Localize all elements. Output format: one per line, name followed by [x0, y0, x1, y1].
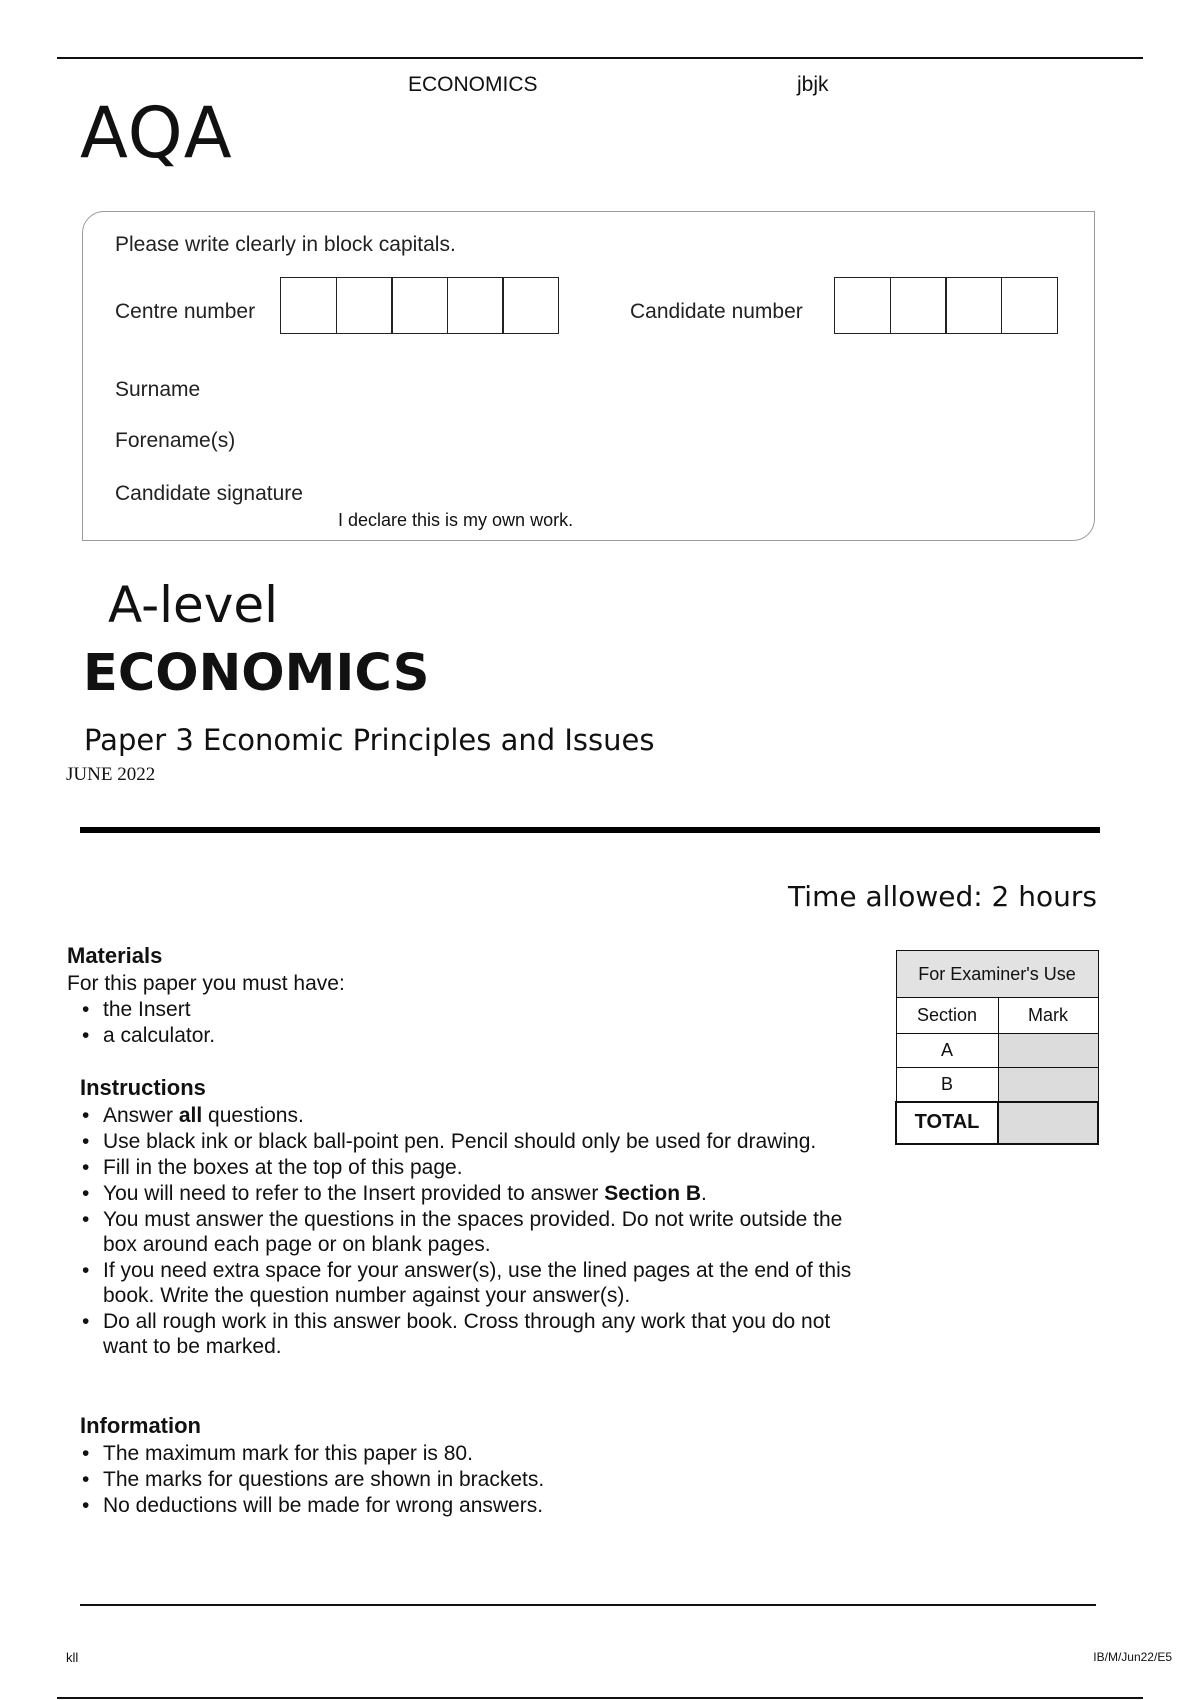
paper-title: Paper 3 Economic Principles and Issues	[84, 723, 655, 757]
list-item: • If you need extra space for your answer(s), use the lined pages at the end of this book. Write the question number against your answer(s).	[80, 1258, 870, 1308]
mark-cell	[998, 1034, 1098, 1068]
top-rule	[57, 57, 1143, 59]
list-item: • No deductions will be made for wrong answers.	[80, 1493, 870, 1518]
base-rule	[57, 1697, 1143, 1699]
information-list	[80, 1441, 870, 1518]
examiners-use-title: For Examiner's Use	[896, 951, 1098, 998]
section-label: A	[896, 1034, 998, 1068]
candidate-number-boxes[interactable]	[834, 277, 1058, 334]
surname-label: Surname	[115, 378, 201, 401]
mark-column-header: Mark	[998, 998, 1098, 1034]
materials-heading: Materials	[67, 943, 163, 968]
total-label: TOTAL	[896, 1102, 998, 1144]
total-row	[896, 1102, 1098, 1144]
centre-number-boxes[interactable]	[280, 277, 559, 334]
list-item: • Fill in the boxes at the top of this page.	[80, 1155, 870, 1180]
block-capitals-instruction: Please write clearly in block capitals.	[115, 233, 456, 256]
table-row	[896, 1068, 1098, 1102]
centre-digit-box[interactable]	[336, 277, 393, 334]
instructions-heading: Instructions	[80, 1075, 206, 1100]
centre-number-label: Centre number	[115, 300, 256, 323]
declaration-text: I declare this is my own work.	[338, 510, 574, 530]
centre-digit-box[interactable]	[447, 277, 504, 334]
list-item: • the Insert	[80, 997, 847, 1022]
bottom-rule	[80, 1604, 1096, 1606]
header-code: jbjk	[797, 73, 829, 96]
time-allowed: Time allowed: 2 hours	[788, 880, 1097, 913]
footer-left-code: kll	[66, 1650, 79, 1665]
candidate-digit-box[interactable]	[1001, 277, 1058, 334]
header-subject: ECONOMICS	[408, 73, 538, 96]
materials-intro: For this paper you must have:	[67, 972, 345, 995]
forename-label: Forename(s)	[115, 429, 236, 452]
mark-cell	[998, 1068, 1098, 1102]
exam-date: JUNE 2022	[66, 764, 156, 785]
list-item: • a calculator.	[80, 1023, 847, 1048]
subject-title: ECONOMICS	[83, 644, 430, 703]
candidate-digit-box[interactable]	[945, 277, 1002, 334]
instructions-list	[80, 1103, 870, 1359]
list-item: • Do all rough work in this answer book. Cross through any work that you do not want to be marked.	[80, 1309, 870, 1359]
centre-digit-box[interactable]	[280, 277, 337, 334]
materials-section	[67, 943, 847, 1049]
qualification-level: A-level	[108, 576, 279, 634]
candidate-number-label: Candidate number	[630, 300, 803, 323]
list-item: • Answer all questions.	[80, 1103, 870, 1128]
list-item: • Use black ink or black ball-point pen. Pencil should only be used for drawing.	[80, 1129, 870, 1154]
information-section	[80, 1413, 870, 1519]
table-row	[896, 1034, 1098, 1068]
information-heading: Information	[80, 1413, 201, 1438]
footer-reference: IB/M/Jun22/E5	[1093, 1650, 1172, 1664]
section-column-header: Section	[896, 998, 998, 1034]
list-item: • You will need to refer to the Insert provided to answer Section B.	[80, 1181, 870, 1206]
list-item: • The marks for questions are shown in brackets.	[80, 1467, 870, 1492]
examiners-use-table	[895, 950, 1099, 1145]
section-label: B	[896, 1068, 998, 1102]
candidate-digit-box[interactable]	[890, 277, 947, 334]
title-divider	[80, 827, 1100, 833]
aqa-logo: AQA	[80, 92, 233, 174]
list-item: • The maximum mark for this paper is 80.	[80, 1441, 870, 1466]
centre-digit-box[interactable]	[391, 277, 448, 334]
instructions-section	[80, 1075, 870, 1360]
list-item: • You must answer the questions in the spaces provided. Do not write outside the box around each page or on blank pages.	[80, 1207, 870, 1257]
signature-label: Candidate signature	[115, 482, 303, 505]
materials-list	[80, 997, 847, 1048]
total-mark-cell	[998, 1102, 1098, 1144]
centre-digit-box[interactable]	[502, 277, 559, 334]
candidate-digit-box[interactable]	[834, 277, 891, 334]
